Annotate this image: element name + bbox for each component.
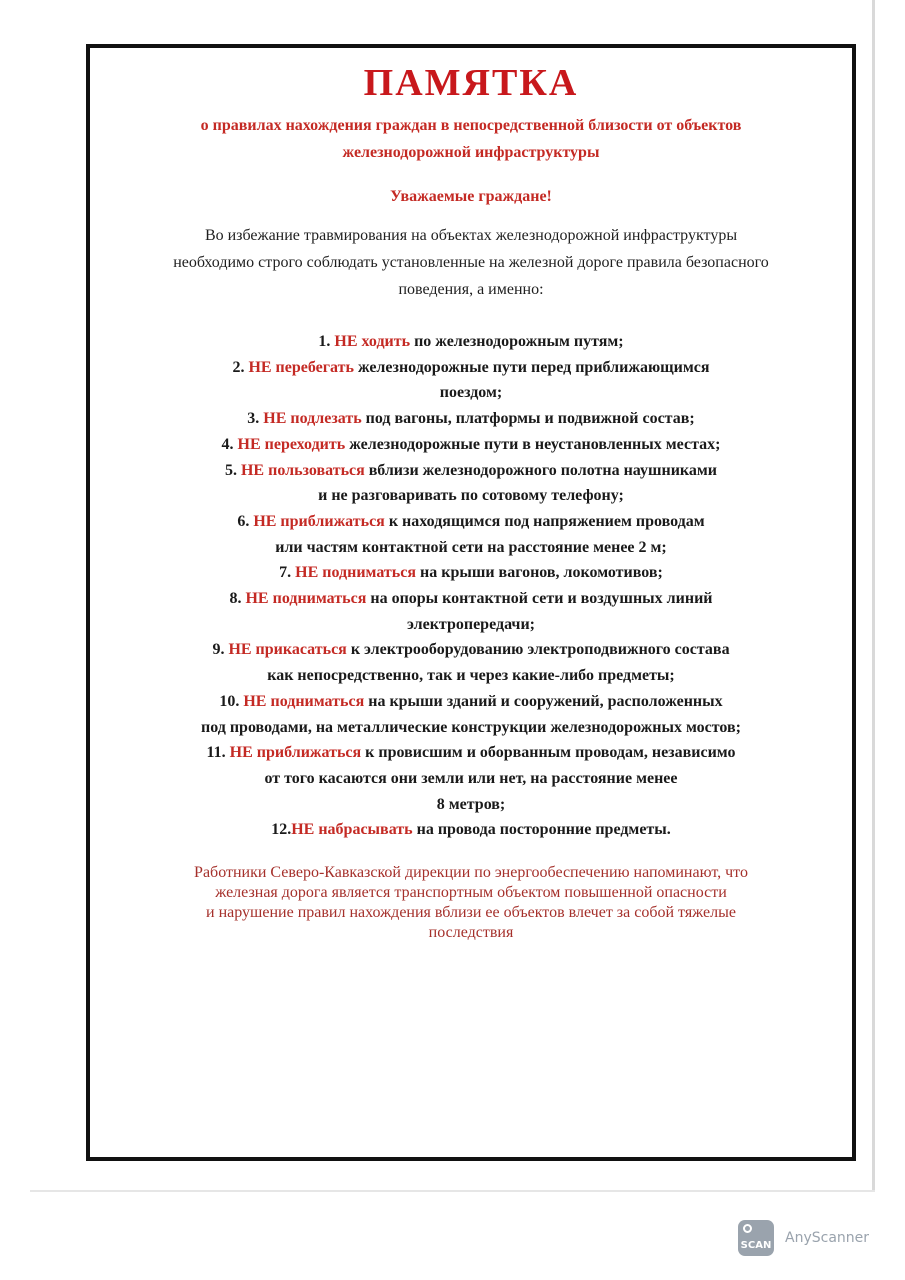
rule-prohibition: НЕ переходить (237, 435, 346, 453)
greeting: Уважаемые граждане! (390, 188, 552, 205)
rule-item (90, 586, 852, 637)
rule-text-continued: под проводами, на металлические конструкции железнодорожных мостов; (200, 718, 741, 736)
watermark-text: AnyScanner (785, 1230, 870, 1246)
rule-prohibition: НЕ подниматься (243, 692, 365, 710)
rule-item (90, 637, 852, 688)
rule-item (90, 740, 852, 817)
footer-note (90, 863, 852, 943)
rule-text-continued: и не разговаривать по сотовому телефону; (318, 487, 624, 505)
rule-prohibition: НЕ подлезать (263, 410, 362, 428)
anyscanner-watermark (738, 1219, 869, 1257)
scan-edge-right (872, 0, 875, 1190)
rule-item (90, 329, 852, 355)
rule-text: к находящимся под напряжением проводам (384, 512, 705, 530)
rule-number: 11. (206, 744, 226, 762)
rule-number: 12. (271, 821, 292, 839)
rule-prohibition: НЕ приближаться (253, 512, 385, 530)
rule-text: на провода посторонние предметы. (412, 821, 671, 839)
document-content (90, 48, 852, 943)
document-subtitle (90, 112, 852, 166)
rule-text: железнодорожные пути перед приближающимся (353, 358, 710, 376)
rule-prohibition: НЕ подниматься (295, 564, 416, 582)
rule-number: 9. (212, 641, 225, 659)
rule-item (90, 689, 852, 740)
intro-paragraph (90, 222, 852, 303)
scanner-app-icon (738, 1220, 774, 1256)
rule-item (90, 355, 852, 406)
rule-text-continued: от того касаются они земли или нет, на расстояние менее (264, 769, 678, 787)
footer-line: Работники Северо-Кавказской дирекции по энергообеспечению напоминают, что (194, 864, 748, 882)
rule-text: под вагоны, платформы и подвижной состав; (361, 410, 695, 428)
rule-text-continued: поездом; (439, 384, 503, 402)
lens-icon (743, 1224, 752, 1233)
rule-text: к электрооборудованию электроподвижного состава (346, 641, 730, 659)
rule-text: на опоры контактной сети и воздушных линий (366, 590, 713, 608)
rule-prohibition: НЕ прикасаться (228, 641, 347, 659)
scan-edge-bottom (30, 1190, 875, 1192)
rule-number: 1. (318, 333, 331, 350)
rule-prohibition: НЕ набрасывать (291, 821, 413, 839)
rule-number: 6. (237, 512, 250, 530)
rule-item (90, 509, 852, 560)
rule-item (90, 432, 852, 458)
rule-prohibition: НЕ пользоваться (240, 461, 365, 479)
rule-number: 3. (247, 410, 260, 428)
rule-item (90, 817, 852, 843)
rule-prohibition: НЕ приближаться (229, 744, 362, 762)
subtitle-line: о правилах нахождения граждан в непосредственной близости от объектов (200, 117, 742, 134)
rule-text: на крыши вагонов, локомотивов; (416, 564, 663, 582)
rule-item (90, 406, 852, 432)
scan-icon-label: SCAN (740, 1240, 772, 1251)
rule-number: 4. (221, 435, 234, 453)
rule-text: на крыши зданий и сооружений, расположенных (364, 692, 723, 710)
rule-number: 5. (224, 461, 237, 479)
rule-number: 7. (279, 564, 292, 582)
rules-list (90, 329, 852, 843)
rule-number: 2. (232, 358, 245, 376)
rule-text-continued: 8 метров; (436, 795, 506, 813)
rule-number: 10. (219, 692, 240, 710)
intro-line: Во избежание травмирования на объектах железнодорожной инфраструктуры (204, 227, 738, 244)
rule-item (90, 458, 852, 509)
subtitle-line: железнодорожной инфраструктуры (342, 144, 600, 161)
intro-line: необходимо строго соблюдать установленные на железной дороге правила безопасного (173, 254, 769, 271)
footer-line: последствия (428, 924, 514, 942)
rule-item (90, 560, 852, 586)
rule-prohibition: НЕ ходить (334, 333, 411, 350)
rule-text-continued: как непосредственно, так и через какие-либо предметы; (267, 667, 675, 685)
intro-line: поведения, а именно: (398, 281, 544, 298)
rule-text: вблизи железнодорожного полотна наушниками (364, 461, 718, 479)
rule-text: по железнодорожным путям; (410, 333, 624, 350)
document-title: ПАМЯТКА (363, 62, 579, 104)
rule-text: к провисшим и оборванным проводам, независимо (361, 744, 736, 762)
rule-prohibition: НЕ перебегать (248, 358, 354, 376)
rule-prohibition: НЕ подниматься (245, 590, 367, 608)
footer-line: железная дорога является транспортным объектом повышенной опасности (215, 884, 727, 902)
rule-text-continued: электропередачи; (406, 615, 535, 633)
rule-text-continued: или частям контактной сети на расстояние менее 2 м; (275, 538, 667, 556)
rule-number: 8. (229, 590, 242, 608)
footer-line: и нарушение правил нахождения вблизи ее объектов влечет за собой тяжелые (206, 904, 736, 922)
rule-text: железнодорожные пути в неустановленных местах; (345, 435, 721, 453)
